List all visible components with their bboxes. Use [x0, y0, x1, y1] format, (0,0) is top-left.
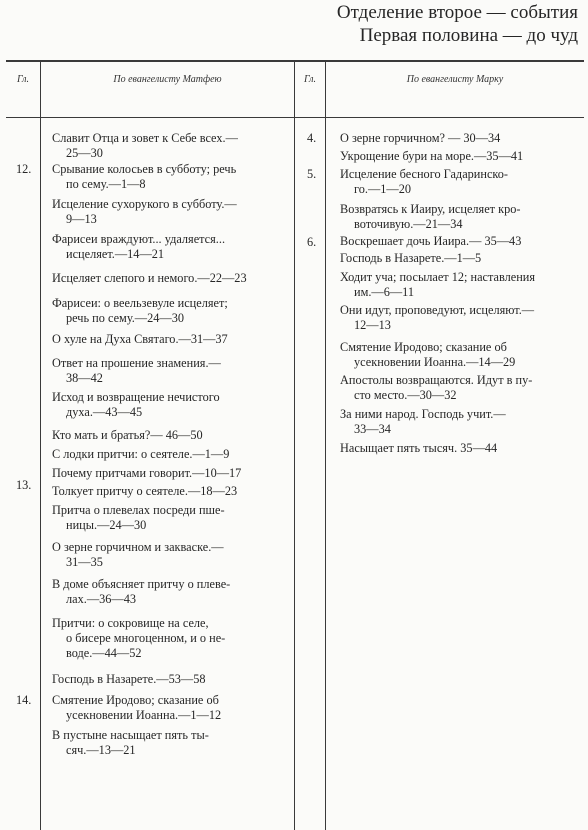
entry-line: Фарисеи: о веельзевуле исцеляет;: [52, 296, 228, 310]
entry-line: О хуле на Духа Святаго.—31—37: [52, 332, 228, 346]
col-divider-2: [294, 60, 295, 830]
table-entry: [52, 162, 288, 192]
table-entry: [52, 484, 288, 499]
col-divider-1: [40, 60, 41, 830]
table-entry: [52, 577, 288, 607]
section-subtitle: Первая половина — до чуд: [359, 25, 578, 46]
entry-line: Воскрешает дочь Иаира.— 35—43: [340, 234, 522, 248]
entry-line: исцеляет.—14—21: [66, 247, 165, 261]
entry-line: Фарисеи враждуют... удаляется...: [52, 232, 226, 246]
table-entry: [340, 407, 570, 437]
entry-line: Исцеляет слепого и немого.—22—23: [52, 271, 247, 285]
chapter-number: 4.: [307, 131, 317, 145]
entry-line: 31—35: [66, 555, 103, 569]
table-entry: [340, 340, 570, 370]
entry-line: В доме объясняет притчу о плеве-: [52, 577, 231, 591]
section-title: Отделение второе — события: [336, 2, 578, 23]
table-entry: [52, 131, 288, 161]
entry-line: по сему.—1—8: [66, 177, 146, 191]
entry-line: Господь в Назарете.—1—5: [340, 251, 482, 265]
entry-line: Исцеление сухорукого в субботу.—: [52, 197, 237, 211]
entry-line: ницы.—24—30: [66, 518, 147, 532]
table-entry: [52, 447, 288, 462]
entry-line: Притча о плевелах посреди пше-: [52, 503, 225, 517]
table-entry: [52, 466, 288, 481]
entry-line: Ответ на прошение знамения.—: [52, 356, 221, 370]
entry-line: Они идут, проповедуют, исцеляют.—: [340, 303, 535, 317]
entry-line: Насыщает пять тысяч. 35—44: [340, 441, 498, 455]
table-entry: [340, 234, 570, 249]
table-entry: [52, 332, 288, 347]
entry-line: Апостолы возвращаются. Идут в пу-: [340, 373, 533, 387]
table-entry: [52, 356, 288, 386]
entry-line: 33—34: [354, 422, 391, 436]
col-header-chapter-left: Гл.: [16, 74, 30, 85]
chapter-number: 6.: [307, 235, 317, 249]
entry-line: духа.—43—45: [66, 405, 143, 419]
table-entry: [52, 540, 288, 570]
col-header-chapter-right: Гл.: [303, 74, 317, 85]
chapter-number: 5.: [307, 167, 317, 181]
table-entry: [340, 202, 570, 232]
col-divider-3: [325, 60, 326, 830]
table-entry: [340, 303, 570, 333]
entry-line: Смятение Иродово; сказание об: [340, 340, 507, 354]
table-entry: [340, 167, 570, 197]
entry-line: Почему притчами говорит.—10—17: [52, 466, 242, 480]
entry-line: им.—6—11: [354, 285, 415, 299]
chapter-number: 13.: [16, 478, 32, 492]
entry-line: сяч.—13—21: [66, 743, 136, 757]
entry-line: Кто мать и братья?— 46—50: [52, 428, 203, 442]
entry-line: лах.—36—43: [66, 592, 137, 606]
col-header-mark: По евангелисту Марку: [406, 74, 504, 85]
table-entry: [52, 503, 288, 533]
entry-line: воточивую.—21—34: [354, 217, 463, 231]
entry-line: 12—13: [354, 318, 391, 332]
entry-line: Толкует притчу о сеятеле.—18—23: [52, 484, 238, 498]
entry-line: Исцеление бесного Гадаринско-: [340, 167, 509, 181]
table-entry: [340, 149, 570, 164]
entry-line: Славит Отца и зовет к Себе всех.—: [52, 131, 238, 145]
entry-line: 25—30: [66, 146, 103, 160]
table-entry: [52, 390, 288, 420]
table-entry: [52, 693, 288, 723]
entry-line: В пустыне насыщает пять ты-: [52, 728, 209, 742]
table-entry: [340, 373, 570, 403]
entry-line: Смятение Иродово; сказание об: [52, 693, 219, 707]
entry-line: О зерне горчичном и закваске.—: [52, 540, 224, 554]
entry-line: Исход и возвращение нечистого: [52, 390, 220, 404]
table-entry: [340, 441, 570, 456]
table-entry: [52, 728, 288, 758]
entry-line: воде.—44—52: [66, 646, 142, 660]
table-entry: [52, 197, 288, 227]
entry-line: Возвратясь к Иаиру, исцеляет кро-: [340, 202, 521, 216]
entry-line: За ними народ. Господь учит.—: [340, 407, 506, 421]
entry-line: Притчи: о сокровище на селе,: [52, 616, 209, 630]
entry-line: о бисере многоценном, и о не-: [66, 631, 226, 645]
table-entry: [340, 131, 570, 146]
entry-line: Господь в Назарете.—53—58: [52, 672, 206, 686]
chapter-number: 14.: [16, 693, 32, 707]
entry-line: усекновении Иоанна.—14—29: [354, 355, 516, 369]
table-entry: [52, 232, 288, 262]
entry-line: Укрощение бури на море.—35—41: [340, 149, 524, 163]
entry-line: 38—42: [66, 371, 103, 385]
table-entry: [340, 270, 570, 300]
entry-line: речь по сему.—24—30: [66, 311, 184, 325]
entry-line: С лодки притчи: о сеятеле.—1—9: [52, 447, 230, 461]
col-header-matthew: По евангелисту Матфею: [113, 74, 222, 85]
entry-line: 9—13: [66, 212, 97, 226]
entry-line: Срывание колосьев в субботу; речь: [52, 162, 237, 176]
table-entry: [52, 616, 288, 661]
entry-line: го.—1—20: [354, 182, 411, 196]
chapter-number: 12.: [16, 162, 32, 176]
table-entry: [340, 251, 570, 266]
table-entry: [52, 428, 288, 443]
entry-line: О зерне горчичном? — 30—34: [340, 131, 501, 145]
table-entry: [52, 672, 288, 687]
entry-line: усекновении Иоанна.—1—12: [66, 708, 222, 722]
table-entry: [52, 271, 288, 286]
entry-line: сто место.—30—32: [354, 388, 457, 402]
table-entry: [52, 296, 288, 326]
entry-line: Ходит уча; посылает 12; наставления: [340, 270, 536, 284]
